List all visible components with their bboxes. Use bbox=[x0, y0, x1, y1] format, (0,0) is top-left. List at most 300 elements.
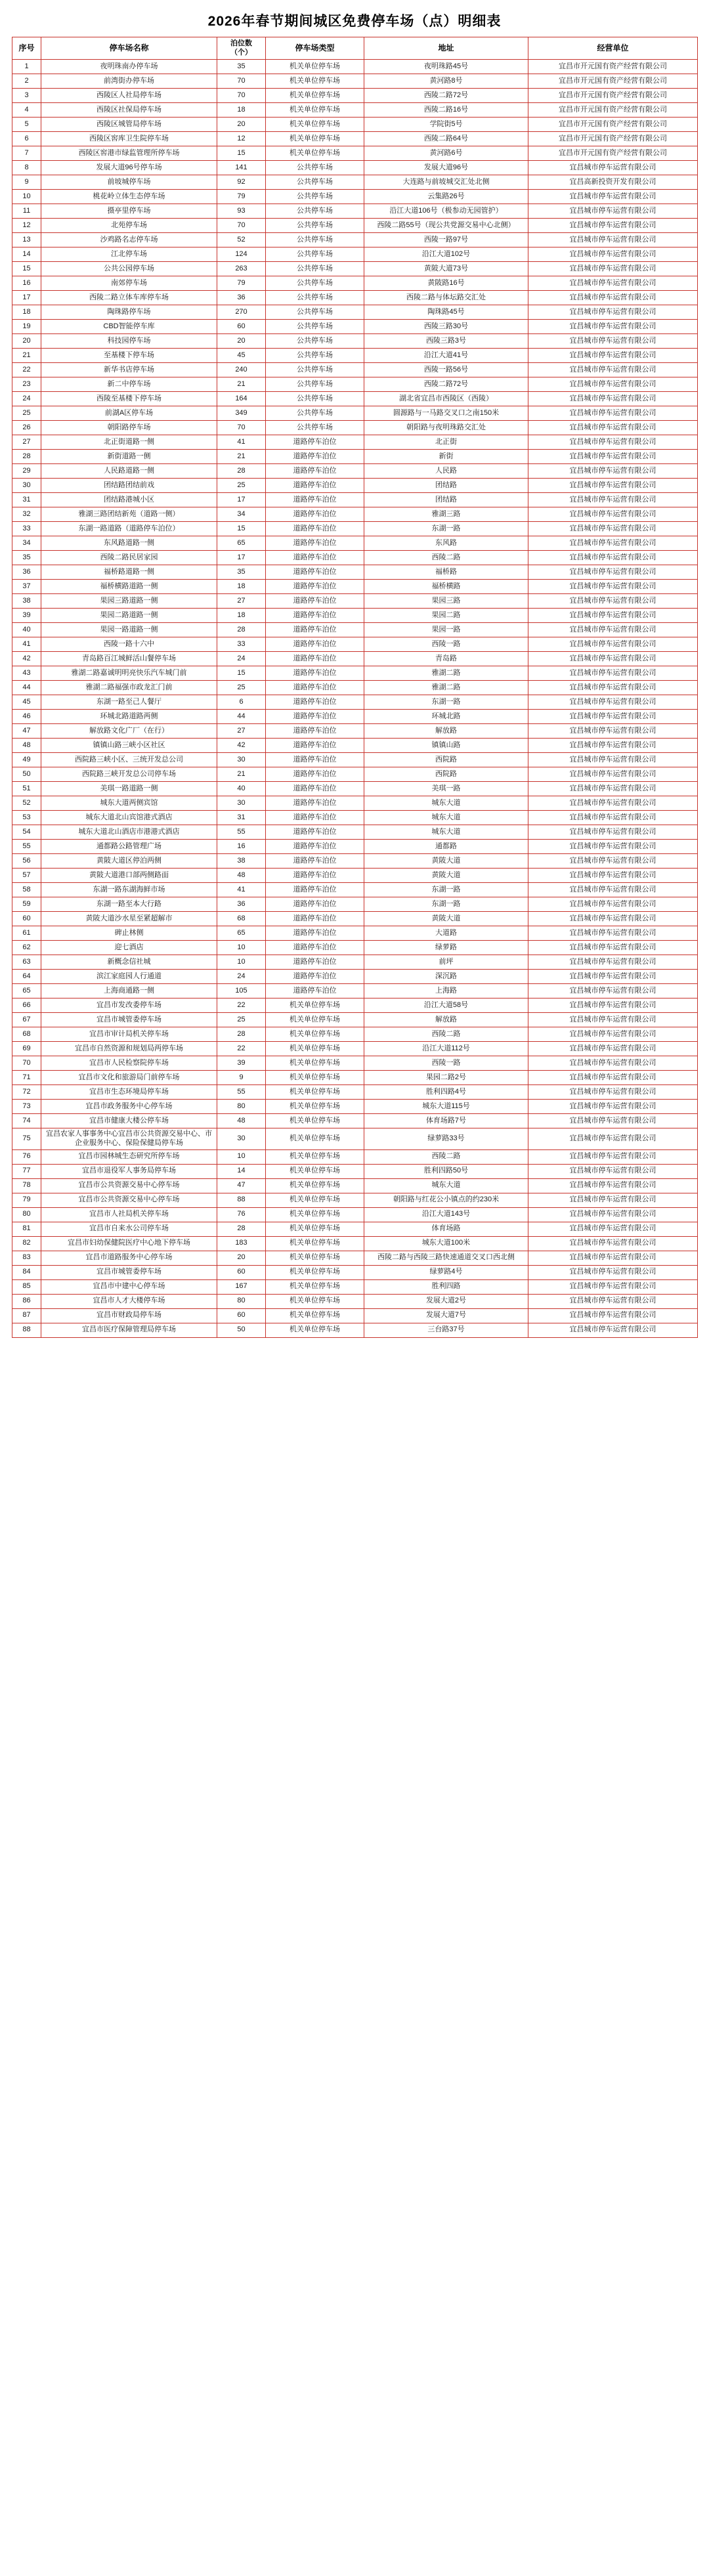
cell-index: 72 bbox=[12, 1085, 41, 1100]
cell-parking-type: 机关单位停车场 bbox=[266, 118, 364, 132]
cell-address: 城东大道115号 bbox=[364, 1100, 528, 1114]
cell-parking-name: 宜昌市医疗保障管理局停车场 bbox=[41, 1323, 217, 1337]
cell-address: 东湖一路 bbox=[364, 695, 528, 710]
cell-parking-type: 公共停车场 bbox=[266, 334, 364, 349]
cell-space-count: 35 bbox=[217, 60, 266, 74]
table-row bbox=[12, 941, 698, 955]
table-row bbox=[12, 724, 698, 739]
table-row bbox=[12, 60, 698, 74]
cell-parking-name: 东风路道路一侧 bbox=[41, 536, 217, 551]
table-row bbox=[12, 450, 698, 464]
cell-address: 西陵二路与体坛路交汇处 bbox=[364, 291, 528, 305]
cell-parking-type: 机关单位停车场 bbox=[266, 1013, 364, 1027]
cell-index: 84 bbox=[12, 1265, 41, 1279]
cell-index: 64 bbox=[12, 970, 41, 984]
cell-space-count: 10 bbox=[217, 955, 266, 970]
table-row bbox=[12, 1178, 698, 1193]
cell-parking-name: CBD智能停车库 bbox=[41, 320, 217, 334]
cell-address: 大连路与前坡城交汇处北侧 bbox=[364, 175, 528, 190]
cell-operator: 宜昌城市停车运营有限公司 bbox=[528, 320, 698, 334]
cell-operator: 宜昌城市停车运营有限公司 bbox=[528, 811, 698, 825]
cell-index: 71 bbox=[12, 1071, 41, 1085]
table-row bbox=[12, 897, 698, 912]
cell-parking-type: 道路停车泊位 bbox=[266, 739, 364, 753]
table-row bbox=[12, 912, 698, 926]
cell-space-count: 164 bbox=[217, 392, 266, 406]
table-row bbox=[12, 883, 698, 897]
cell-parking-name: 西院路三峡小区、三统开发总公司 bbox=[41, 753, 217, 767]
table-row bbox=[12, 247, 698, 262]
cell-parking-name: 沙鸡路名志停车场 bbox=[41, 233, 217, 247]
cell-operator: 宜昌城市停车运营有限公司 bbox=[528, 1114, 698, 1128]
cell-space-count: 263 bbox=[217, 262, 266, 276]
column-header-count bbox=[217, 37, 266, 60]
cell-parking-type: 公共停车场 bbox=[266, 320, 364, 334]
cell-parking-name: 碑止林侧 bbox=[41, 926, 217, 941]
cell-index: 59 bbox=[12, 897, 41, 912]
cell-parking-name: 西陵区城管局停车场 bbox=[41, 118, 217, 132]
table-row bbox=[12, 666, 698, 681]
cell-operator: 宜昌城市停车运营有限公司 bbox=[528, 406, 698, 421]
cell-operator: 宜昌城市停车运营有限公司 bbox=[528, 1207, 698, 1222]
cell-index: 55 bbox=[12, 840, 41, 854]
cell-space-count: 10 bbox=[217, 1149, 266, 1164]
cell-space-count: 167 bbox=[217, 1279, 266, 1294]
cell-parking-type: 道路停车泊位 bbox=[266, 984, 364, 998]
table-row bbox=[12, 970, 698, 984]
cell-address: 发展大道96号 bbox=[364, 161, 528, 175]
table-row bbox=[12, 782, 698, 796]
cell-parking-name: 黄陂大道沙水星至紧超解市 bbox=[41, 912, 217, 926]
cell-index: 35 bbox=[12, 551, 41, 565]
cell-parking-name: 桃花岭立体生态停车场 bbox=[41, 190, 217, 204]
cell-parking-type: 机关单位停车场 bbox=[266, 1114, 364, 1128]
cell-address: 人民路 bbox=[364, 464, 528, 479]
cell-operator: 宜昌城市停车运营有限公司 bbox=[528, 998, 698, 1013]
table-row bbox=[12, 204, 698, 219]
cell-parking-type: 公共停车场 bbox=[266, 175, 364, 190]
cell-parking-name: 团结路港城小区 bbox=[41, 493, 217, 507]
cell-index: 10 bbox=[12, 190, 41, 204]
cell-parking-type: 公共停车场 bbox=[266, 421, 364, 435]
cell-address: 团结路 bbox=[364, 493, 528, 507]
cell-parking-type: 道路停车泊位 bbox=[266, 522, 364, 536]
cell-operator: 宜昌城市停车运营有限公司 bbox=[528, 305, 698, 320]
table-row bbox=[12, 74, 698, 89]
table-row bbox=[12, 507, 698, 522]
cell-parking-name: 宜昌市城管委停车场 bbox=[41, 1013, 217, 1027]
cell-parking-type: 机关单位停车场 bbox=[266, 1207, 364, 1222]
cell-space-count: 24 bbox=[217, 970, 266, 984]
table-row bbox=[12, 637, 698, 652]
cell-parking-type: 公共停车场 bbox=[266, 406, 364, 421]
cell-parking-name: 宜昌市道路服务中心停车场 bbox=[41, 1251, 217, 1265]
cell-index: 15 bbox=[12, 262, 41, 276]
table-row bbox=[12, 1149, 698, 1164]
cell-operator: 宜昌城市停车运营有限公司 bbox=[528, 1149, 698, 1164]
cell-parking-type: 道路停车泊位 bbox=[266, 695, 364, 710]
cell-address: 环城北路 bbox=[364, 710, 528, 724]
table-row bbox=[12, 435, 698, 450]
table-row bbox=[12, 305, 698, 320]
cell-space-count: 41 bbox=[217, 435, 266, 450]
cell-index: 27 bbox=[12, 435, 41, 450]
cell-address: 沿江大道41号 bbox=[364, 349, 528, 363]
cell-operator: 宜昌城市停车运营有限公司 bbox=[528, 594, 698, 609]
cell-operator: 宜昌城市停车运营有限公司 bbox=[528, 464, 698, 479]
cell-address: 城东大道 bbox=[364, 825, 528, 840]
cell-parking-name: 宜昌市公共资源交易中心停车场 bbox=[41, 1193, 217, 1207]
table-body bbox=[12, 60, 698, 1338]
cell-space-count: 79 bbox=[217, 276, 266, 291]
cell-operator: 宜昌市开元国有资产经营有限公司 bbox=[528, 146, 698, 161]
cell-operator: 宜昌城市停车运营有限公司 bbox=[528, 421, 698, 435]
table-row bbox=[12, 796, 698, 811]
cell-index: 31 bbox=[12, 493, 41, 507]
cell-operator: 宜昌城市停车运营有限公司 bbox=[528, 204, 698, 219]
cell-index: 61 bbox=[12, 926, 41, 941]
cell-index: 85 bbox=[12, 1279, 41, 1294]
cell-space-count: 45 bbox=[217, 349, 266, 363]
cell-parking-name: 东湖一路东湖海鲜市场 bbox=[41, 883, 217, 897]
cell-address: 圆源路与一马路交叉口之南150米 bbox=[364, 406, 528, 421]
cell-address: 沿江大道143号 bbox=[364, 1207, 528, 1222]
cell-parking-type: 公共停车场 bbox=[266, 291, 364, 305]
cell-parking-name: 公共公园停车场 bbox=[41, 262, 217, 276]
table-row bbox=[12, 175, 698, 190]
cell-parking-type: 公共停车场 bbox=[266, 276, 364, 291]
cell-index: 21 bbox=[12, 349, 41, 363]
table-row bbox=[12, 219, 698, 233]
cell-address: 西陵二路72号 bbox=[364, 89, 528, 103]
cell-address: 城东大道 bbox=[364, 796, 528, 811]
cell-parking-type: 公共停车场 bbox=[266, 349, 364, 363]
cell-address: 三台路37号 bbox=[364, 1323, 528, 1337]
cell-parking-type: 道路停车泊位 bbox=[266, 623, 364, 637]
cell-operator: 宜昌城市停车运营有限公司 bbox=[528, 1323, 698, 1337]
cell-index: 47 bbox=[12, 724, 41, 739]
table-row bbox=[12, 1013, 698, 1027]
cell-index: 11 bbox=[12, 204, 41, 219]
parking-table bbox=[12, 37, 698, 1338]
cell-index: 20 bbox=[12, 334, 41, 349]
cell-index: 18 bbox=[12, 305, 41, 320]
cell-space-count: 21 bbox=[217, 767, 266, 782]
column-header-index: 序号 bbox=[12, 37, 41, 60]
cell-operator: 宜昌城市停车运营有限公司 bbox=[528, 276, 698, 291]
cell-operator: 宜昌城市停车运营有限公司 bbox=[528, 450, 698, 464]
cell-index: 8 bbox=[12, 161, 41, 175]
cell-address: 体育场路7号 bbox=[364, 1114, 528, 1128]
cell-address: 深沉路 bbox=[364, 970, 528, 984]
cell-space-count: 25 bbox=[217, 479, 266, 493]
cell-address: 城东大道 bbox=[364, 1178, 528, 1193]
table-row bbox=[12, 1164, 698, 1178]
cell-operator: 宜昌城市停车运营有限公司 bbox=[528, 782, 698, 796]
table-row bbox=[12, 767, 698, 782]
cell-index: 65 bbox=[12, 984, 41, 998]
cell-operator: 宜昌城市停车运营有限公司 bbox=[528, 912, 698, 926]
table-row bbox=[12, 377, 698, 392]
cell-parking-type: 机关单位停车场 bbox=[266, 1042, 364, 1056]
cell-address: 绿萝路4号 bbox=[364, 1265, 528, 1279]
cell-parking-type: 公共停车场 bbox=[266, 219, 364, 233]
table-row bbox=[12, 753, 698, 767]
cell-parking-type: 道路停车泊位 bbox=[266, 854, 364, 869]
cell-index: 48 bbox=[12, 739, 41, 753]
cell-index: 25 bbox=[12, 406, 41, 421]
table-row bbox=[12, 406, 698, 421]
cell-parking-name: 宜昌市财政局停车场 bbox=[41, 1308, 217, 1323]
cell-index: 1 bbox=[12, 60, 41, 74]
cell-space-count: 42 bbox=[217, 739, 266, 753]
cell-parking-name: 西院路三峡开发总公司停车场 bbox=[41, 767, 217, 782]
cell-space-count: 20 bbox=[217, 1251, 266, 1265]
cell-index: 81 bbox=[12, 1222, 41, 1236]
cell-operator: 宜昌城市停车运营有限公司 bbox=[528, 551, 698, 565]
cell-parking-type: 道路停车泊位 bbox=[266, 565, 364, 580]
cell-address: 西陵二路 bbox=[364, 1149, 528, 1164]
cell-address: 西陵一路 bbox=[364, 1056, 528, 1071]
cell-address: 发展大道7号 bbox=[364, 1308, 528, 1323]
cell-parking-name: 宜昌市中建中心停车场 bbox=[41, 1279, 217, 1294]
table-row bbox=[12, 1207, 698, 1222]
table-row bbox=[12, 869, 698, 883]
cell-space-count: 48 bbox=[217, 1114, 266, 1128]
cell-parking-type: 机关单位停车场 bbox=[266, 1294, 364, 1308]
cell-index: 30 bbox=[12, 479, 41, 493]
cell-parking-type: 机关单位停车场 bbox=[266, 1056, 364, 1071]
cell-address: 陶珠路45号 bbox=[364, 305, 528, 320]
cell-parking-type: 道路停车泊位 bbox=[266, 710, 364, 724]
cell-parking-type: 道路停车泊位 bbox=[266, 666, 364, 681]
cell-operator: 宜昌城市停车运营有限公司 bbox=[528, 970, 698, 984]
column-header-type: 停车场类型 bbox=[266, 37, 364, 60]
cell-parking-name: 宜昌市审计局机关停车场 bbox=[41, 1027, 217, 1042]
cell-parking-type: 道路停车泊位 bbox=[266, 464, 364, 479]
cell-space-count: 21 bbox=[217, 450, 266, 464]
table-row bbox=[12, 609, 698, 623]
cell-address: 朝阳路与夜明珠路交汇处 bbox=[364, 421, 528, 435]
cell-index: 6 bbox=[12, 132, 41, 146]
cell-operator: 宜昌市开元国有资产经营有限公司 bbox=[528, 103, 698, 118]
cell-operator: 宜昌城市停车运营有限公司 bbox=[528, 536, 698, 551]
cell-address: 西陵二路64号 bbox=[364, 132, 528, 146]
cell-address: 西陵三路30号 bbox=[364, 320, 528, 334]
cell-parking-name: 朝阳路停车场 bbox=[41, 421, 217, 435]
cell-address: 西陵二路与西陵三路快速通道交叉口西北侧 bbox=[364, 1251, 528, 1265]
cell-operator: 宜昌城市停车运营有限公司 bbox=[528, 753, 698, 767]
cell-space-count: 22 bbox=[217, 1042, 266, 1056]
cell-parking-name: 果园二路道路一侧 bbox=[41, 609, 217, 623]
cell-parking-name: 雅湖二路嘉诚明明亮快乐汽车城门前 bbox=[41, 666, 217, 681]
cell-address: 北正街 bbox=[364, 435, 528, 450]
table-row bbox=[12, 464, 698, 479]
cell-parking-name: 宜昌农家人事事务中心宜昌市公共资源交易中心、市企业服务中心、保险保健局停车场 bbox=[41, 1128, 217, 1150]
cell-space-count: 18 bbox=[217, 609, 266, 623]
cell-address: 解放路 bbox=[364, 724, 528, 739]
cell-index: 54 bbox=[12, 825, 41, 840]
cell-space-count: 141 bbox=[217, 161, 266, 175]
cell-operator: 宜昌城市停车运营有限公司 bbox=[528, 1279, 698, 1294]
cell-operator: 宜昌城市停车运营有限公司 bbox=[528, 739, 698, 753]
cell-space-count: 16 bbox=[217, 840, 266, 854]
cell-parking-type: 公共停车场 bbox=[266, 204, 364, 219]
cell-address: 胜利四路 bbox=[364, 1279, 528, 1294]
cell-parking-type: 道路停车泊位 bbox=[266, 493, 364, 507]
cell-parking-type: 道路停车泊位 bbox=[266, 897, 364, 912]
cell-index: 87 bbox=[12, 1308, 41, 1323]
cell-parking-type: 道路停车泊位 bbox=[266, 840, 364, 854]
cell-space-count: 50 bbox=[217, 1323, 266, 1337]
cell-operator: 宜昌城市停车运营有限公司 bbox=[528, 190, 698, 204]
cell-address: 绿萝路33号 bbox=[364, 1128, 528, 1150]
cell-space-count: 93 bbox=[217, 204, 266, 219]
cell-space-count: 349 bbox=[217, 406, 266, 421]
cell-operator: 宜昌城市停车运营有限公司 bbox=[528, 637, 698, 652]
cell-operator: 宜昌城市停车运营有限公司 bbox=[528, 479, 698, 493]
cell-index: 14 bbox=[12, 247, 41, 262]
cell-space-count: 10 bbox=[217, 941, 266, 955]
cell-space-count: 12 bbox=[217, 132, 266, 146]
cell-operator: 宜昌城市停车运营有限公司 bbox=[528, 869, 698, 883]
table-row bbox=[12, 1100, 698, 1114]
table-row bbox=[12, 811, 698, 825]
cell-parking-name: 新华书店停车场 bbox=[41, 363, 217, 377]
cell-space-count: 6 bbox=[217, 695, 266, 710]
cell-space-count: 39 bbox=[217, 1056, 266, 1071]
cell-parking-type: 道路停车泊位 bbox=[266, 637, 364, 652]
cell-operator: 宜昌城市停车运营有限公司 bbox=[528, 840, 698, 854]
cell-index: 2 bbox=[12, 74, 41, 89]
table-row bbox=[12, 1323, 698, 1337]
cell-operator: 宜昌城市停车运营有限公司 bbox=[528, 609, 698, 623]
cell-parking-name: 宜昌市政务服务中心停车场 bbox=[41, 1100, 217, 1114]
cell-index: 3 bbox=[12, 89, 41, 103]
cell-address: 朝阳路与红花公小镇点的约230米 bbox=[364, 1193, 528, 1207]
cell-operator: 宜昌城市停车运营有限公司 bbox=[528, 984, 698, 998]
cell-address: 黄陂大道 bbox=[364, 912, 528, 926]
cell-index: 33 bbox=[12, 522, 41, 536]
cell-parking-name: 通都路公路管理广场 bbox=[41, 840, 217, 854]
cell-space-count: 79 bbox=[217, 190, 266, 204]
cell-space-count: 27 bbox=[217, 724, 266, 739]
cell-parking-name: 新概念信社城 bbox=[41, 955, 217, 970]
cell-operator: 宜昌城市停车运营有限公司 bbox=[528, 1071, 698, 1085]
cell-parking-name: 宜昌市人社局机关停车场 bbox=[41, 1207, 217, 1222]
cell-parking-name: 西陵区人社局停车场 bbox=[41, 89, 217, 103]
cell-address: 上海路 bbox=[364, 984, 528, 998]
cell-parking-name: 西陵至基楼下停车场 bbox=[41, 392, 217, 406]
cell-space-count: 80 bbox=[217, 1100, 266, 1114]
cell-parking-name: 西陵二路民居家园 bbox=[41, 551, 217, 565]
cell-operator: 宜昌城市停车运营有限公司 bbox=[528, 1013, 698, 1027]
cell-operator: 宜昌城市停车运营有限公司 bbox=[528, 1100, 698, 1114]
cell-parking-name: 环城北路道路两侧 bbox=[41, 710, 217, 724]
cell-index: 19 bbox=[12, 320, 41, 334]
cell-space-count: 41 bbox=[217, 883, 266, 897]
cell-parking-name: 镇镇山路三峡小区社区 bbox=[41, 739, 217, 753]
cell-index: 83 bbox=[12, 1251, 41, 1265]
cell-address: 雅湖二路 bbox=[364, 666, 528, 681]
cell-operator: 宜昌城市停车运营有限公司 bbox=[528, 580, 698, 594]
cell-space-count: 28 bbox=[217, 623, 266, 637]
cell-space-count: 28 bbox=[217, 464, 266, 479]
cell-parking-name: 黄陂大道港口部两侧路面 bbox=[41, 869, 217, 883]
table-row bbox=[12, 1308, 698, 1323]
table-row bbox=[12, 103, 698, 118]
cell-index: 79 bbox=[12, 1193, 41, 1207]
cell-parking-type: 道路停车泊位 bbox=[266, 767, 364, 782]
cell-address: 湖北省宜昌市西陵区（西陵） bbox=[364, 392, 528, 406]
cell-index: 82 bbox=[12, 1236, 41, 1251]
cell-address: 黄陂大道 bbox=[364, 869, 528, 883]
cell-index: 76 bbox=[12, 1149, 41, 1164]
cell-index: 77 bbox=[12, 1164, 41, 1178]
cell-parking-type: 道路停车泊位 bbox=[266, 970, 364, 984]
cell-operator: 宜昌城市停车运营有限公司 bbox=[528, 392, 698, 406]
column-header-count-line2: （个） bbox=[230, 48, 252, 56]
cell-operator: 宜昌城市停车运营有限公司 bbox=[528, 695, 698, 710]
table-row bbox=[12, 984, 698, 998]
cell-parking-name: 东湖一路道路（道路停车泊位） bbox=[41, 522, 217, 536]
cell-parking-name: 宜昌市健康大楼公停车场 bbox=[41, 1114, 217, 1128]
cell-index: 43 bbox=[12, 666, 41, 681]
cell-parking-name: 宜昌市文化和旅游局门前停车场 bbox=[41, 1071, 217, 1085]
cell-parking-type: 道路停车泊位 bbox=[266, 507, 364, 522]
cell-address: 沿江大道112号 bbox=[364, 1042, 528, 1056]
cell-address: 西陵二路 bbox=[364, 1027, 528, 1042]
cell-parking-type: 道路停车泊位 bbox=[266, 955, 364, 970]
table-row bbox=[12, 1071, 698, 1085]
table-row bbox=[12, 580, 698, 594]
cell-address: 美琪一路 bbox=[364, 782, 528, 796]
table-row bbox=[12, 926, 698, 941]
cell-space-count: 17 bbox=[217, 551, 266, 565]
cell-index: 68 bbox=[12, 1027, 41, 1042]
cell-operator: 宜昌市开元国有资产经营有限公司 bbox=[528, 118, 698, 132]
table-row bbox=[12, 1042, 698, 1056]
cell-operator: 宜昌城市停车运营有限公司 bbox=[528, 1027, 698, 1042]
cell-parking-name: 果园三路道路一侧 bbox=[41, 594, 217, 609]
cell-parking-type: 道路停车泊位 bbox=[266, 479, 364, 493]
cell-address: 绿萝路 bbox=[364, 941, 528, 955]
cell-parking-type: 道路停车泊位 bbox=[266, 796, 364, 811]
cell-address: 福桥路 bbox=[364, 565, 528, 580]
cell-parking-name: 福桥路道路一侧 bbox=[41, 565, 217, 580]
table-row bbox=[12, 1251, 698, 1265]
cell-parking-type: 公共停车场 bbox=[266, 377, 364, 392]
table-row bbox=[12, 190, 698, 204]
cell-parking-name: 滨江家庭园人行通道 bbox=[41, 970, 217, 984]
cell-parking-name: 东湖一路至己人餐厅 bbox=[41, 695, 217, 710]
cell-index: 58 bbox=[12, 883, 41, 897]
cell-operator: 宜昌城市停车运营有限公司 bbox=[528, 1265, 698, 1279]
cell-index: 70 bbox=[12, 1056, 41, 1071]
cell-index: 22 bbox=[12, 363, 41, 377]
cell-parking-type: 机关单位停车场 bbox=[266, 1128, 364, 1150]
cell-space-count: 80 bbox=[217, 1294, 266, 1308]
cell-parking-name: 城东大道北山酒店市港港式酒店 bbox=[41, 825, 217, 840]
cell-space-count: 15 bbox=[217, 146, 266, 161]
cell-parking-type: 机关单位停车场 bbox=[266, 1085, 364, 1100]
cell-operator: 宜昌城市停车运营有限公司 bbox=[528, 897, 698, 912]
cell-parking-type: 道路停车泊位 bbox=[266, 652, 364, 666]
cell-parking-name: 科技园停车场 bbox=[41, 334, 217, 349]
cell-address: 新街 bbox=[364, 450, 528, 464]
cell-parking-type: 道路停车泊位 bbox=[266, 594, 364, 609]
table-row bbox=[12, 1294, 698, 1308]
